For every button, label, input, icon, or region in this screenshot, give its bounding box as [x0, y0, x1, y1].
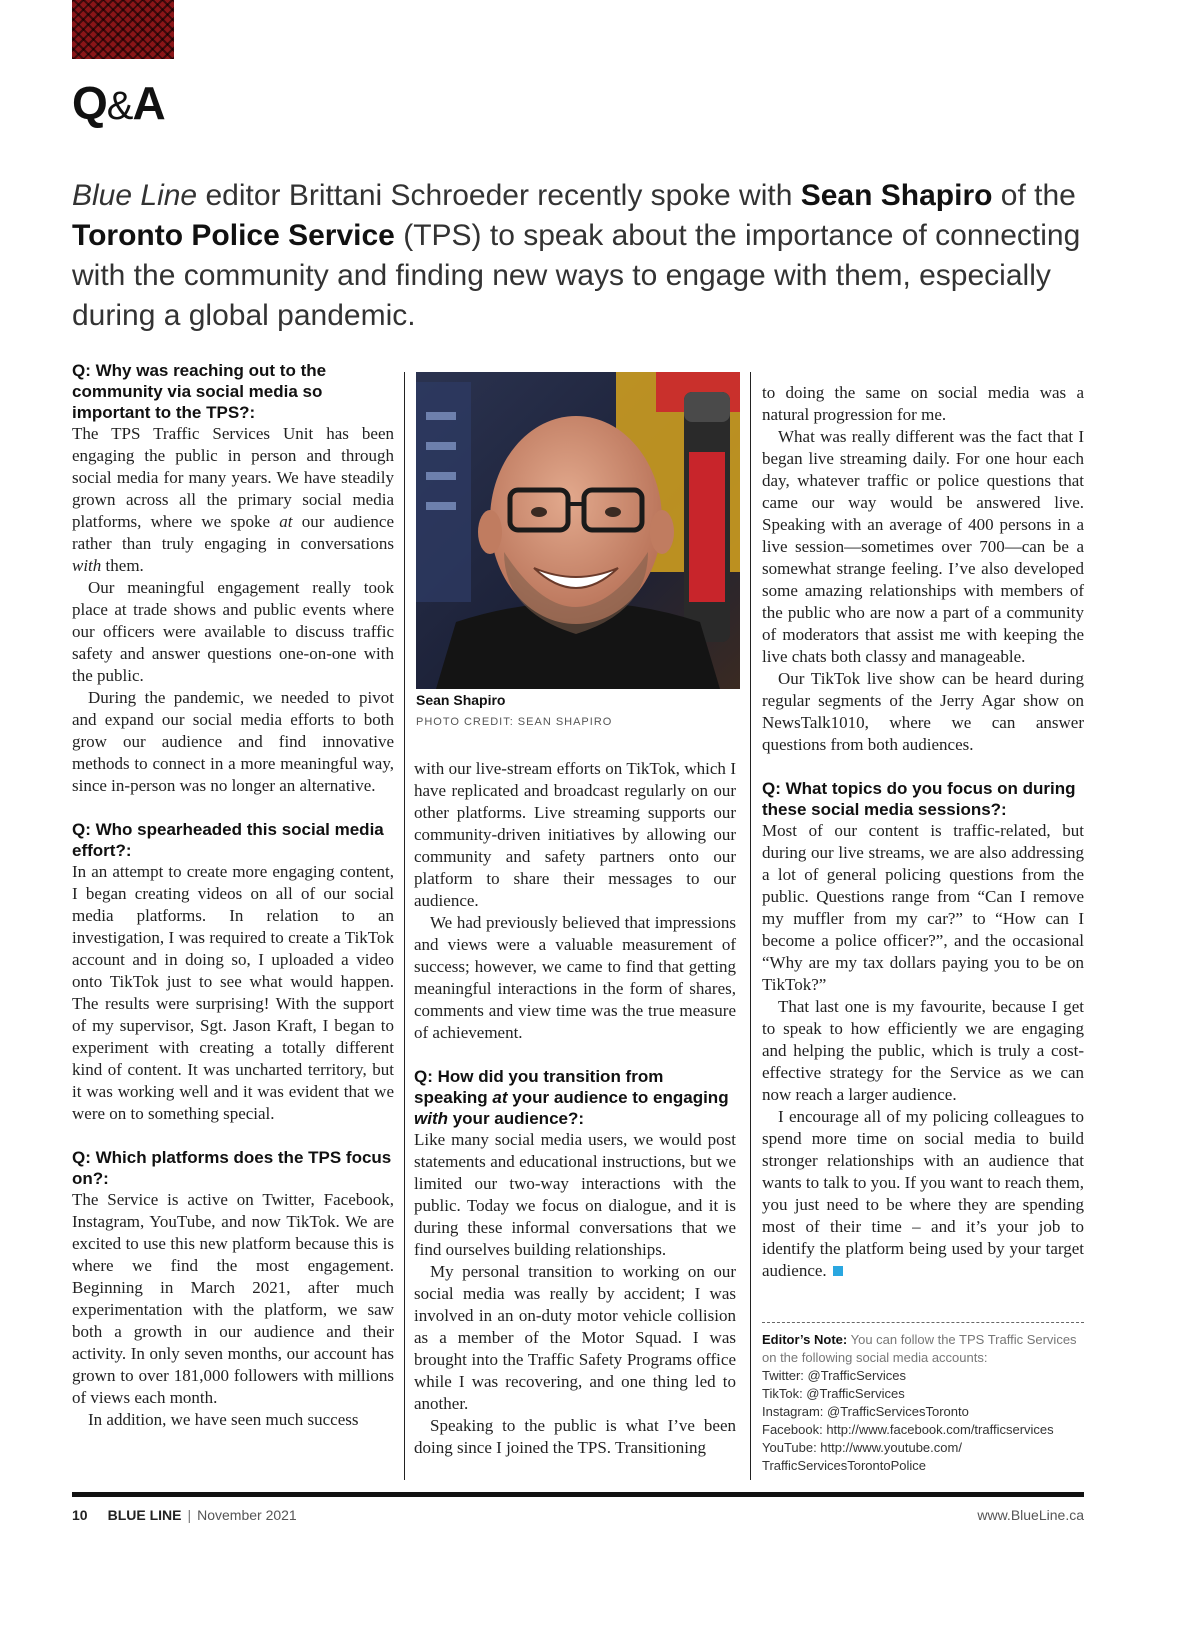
answer-paragraph: with our live-stream efforts on TikTok, which I have replicated and broadcast regularly on our other platforms. Live streaming supports our community-driven initiatives by allowing our community and safety partners onto our platform to share their messages to our audience. [414, 759, 736, 910]
answer-paragraph: In an attempt to create more engaging content, I began creating videos on all of our social media platforms. In relation to an investigation, I was required to create a TikTok account and in doing so, I uploaded a video onto TikTok just to see what would happen. The results were surprising! With the support of my supervisor, Sgt. Jason Kraft, I began to experiment with creating a totally different kind of content. It was uncharted territory, but it was working well and it was evident that we were on to something special. [72, 862, 394, 1123]
footer-website-link[interactable]: www.BlueLine.ca [977, 1507, 1084, 1523]
question-heading: Q: Why was reaching out to the community via social media so important to the TPS?: [72, 361, 327, 422]
photo-caption-name: Sean Shapiro [416, 692, 506, 708]
instagram-handle: Instagram: @TrafficServicesToronto [762, 1404, 969, 1419]
article-column-1 [72, 360, 394, 1431]
answer-paragraph: Most of our content is traffic-related, but during our live streams, we are also addressing a lot of general policing questions from the public. Questions range from “Can I remove my muffler from my car?” to “How can I become a police officer?”, and the occasional “Why are my tax dollars paying you to be on TikTok?” [762, 821, 1084, 994]
header-pattern-block [72, 0, 174, 59]
question-heading: Q: Which platforms does the TPS focus on?: [72, 1148, 392, 1188]
answer-paragraph: In addition, we have seen much success [88, 1410, 359, 1429]
question-heading: Q: How did you transition from speaking at your audience to engaging with your audience?: [414, 1067, 729, 1128]
photo-credit: PHOTO CREDIT: SEAN SHAPIRO [416, 716, 613, 728]
article-column-3 [762, 382, 1084, 1282]
answer-paragraph: Our TikTok live show can be heard during regular segments of the Jerry Agar show on NewsTalk1010, where we can answer questions from both audiences. [762, 669, 1084, 754]
footer-rule [72, 1492, 1084, 1497]
answer-paragraph: Speaking to the public is what I’ve been doing since I joined the TPS. Transitioning [414, 1416, 736, 1457]
column-divider [404, 372, 405, 1480]
answer-paragraph: That last one is my favourite, because I get to speak to how efficiently we are engaging and helping the public, which is truly a cost-effective strategy for the Service as we can now reach a larger audience. [762, 997, 1084, 1104]
answer-paragraph: The Service is active on Twitter, Facebook, Instagram, YouTube, and now TikTok. We are excited to use this new platform because this is where we find the most engagement. Beginning in March 2021, after much experimentation with the platform, we saw both a growth in our audience and their activity. In only seven months, our account has grown to over 181,000 followers with millions of views each month. [72, 1190, 394, 1407]
youtube-link[interactable]: YouTube: http://www.youtube.com/ TrafficServicesTorontoPolice [762, 1440, 962, 1473]
footer-folio: 10 BLUE LINE | November 2021 [72, 1507, 297, 1523]
portrait-photo [416, 372, 740, 689]
answer-paragraph: My personal transition to working on our social media was really by accident; I was involved in an on-duty motor vehicle collision as a member of the Motor Squad. I was brought into the Traffic Safety Programs office while I was recovering, and one thing led to another. [414, 1262, 736, 1413]
answer-paragraph: During the pandemic, we needed to pivot and expand our social media efforts to both grow our audience and find innovative methods to connect in a more meaningful way, since in-person was no longer an alternative. [72, 688, 394, 795]
answer-paragraph: I encourage all of my policing colleagues to spend more time on social media to build stronger relationships with an audience that wants to talk to you. If you want to reach them, you just need to be where they are spending most of their time – and it’s your job to identify the platform being used by your target audience. [762, 1107, 1084, 1280]
intro-publication: Blue Line [72, 179, 198, 212]
issue-date: November 2021 [197, 1507, 297, 1523]
editors-note-box: Editor’s Note: You can follow the TPS Traffic Services on the following social media accounts: Twitter: @TrafficServices TikTok: @TrafficServices Instagram: @TrafficServicesToronto Facebook: http://www.facebook.com/trafficservices YouTube: http://www.youtube.com/ TrafficServicesTorontoPolice [762, 1322, 1084, 1475]
intro-org: Toronto Police Service [72, 219, 395, 252]
tiktok-handle: TikTok: @TrafficServices [762, 1386, 905, 1401]
page-number: 10 [72, 1507, 88, 1523]
magazine-name: BLUE LINE [107, 1507, 182, 1523]
facebook-link[interactable]: Facebook: http://www.facebook.com/trafficservices [762, 1422, 1054, 1437]
portrait-illustration [416, 372, 740, 689]
answer-paragraph: We had previously believed that impressions and views were a valuable measurement of success; however, we came to find that getting meaningful interactions in the form of shares, comments and view time was the true measure of achievement. [414, 913, 736, 1042]
section-title: Q&A [72, 77, 165, 129]
answer-paragraph: The TPS Traffic Services Unit has been engaging the public in person and through social media for many years. We have steadily grown across all the primary social media platforms, where we spoke at our audience rather than truly engaging in conversations with them. [72, 424, 394, 575]
answer-paragraph: to doing the same on social media was a natural progression for me. [762, 383, 1084, 424]
column-divider [750, 372, 751, 1480]
intro-person: Sean Shapiro [800, 179, 993, 212]
editors-note-label: Editor’s Note: [762, 1332, 848, 1347]
twitter-handle: Twitter: @TrafficServices [762, 1368, 906, 1383]
question-heading: Q: What topics do you focus on during these social media sessions?: [762, 779, 1076, 819]
intro-paragraph: Blue Line editor Brittani Schroeder recently spoke with Sean Shapiro of the Toronto Police Service (TPS) to speak about the importance of connecting with the community and finding new ways to engage with them, especially during a global pandemic. [72, 179, 1081, 332]
answer-paragraph: Our meaningful engagement really took place at trade shows and public events where our officers were available to discuss traffic safety and answer questions one-on-one with the public. [72, 578, 394, 685]
end-of-article-icon [833, 1266, 843, 1276]
answer-paragraph: What was really different was the fact that I began live streaming daily. For one hour each day, whatever traffic or police questions that came our way would be answered live. Speaking with an average of 400 persons in a live session—sometimes over 700—can be a somewhat strange feeling. I’ve also developed some amazing relationships with members of the public who are now a part of a community of moderators that assist me with keeping the live chats both classy and manageable. [762, 427, 1084, 666]
article-column-2 [414, 758, 736, 1459]
answer-paragraph: Like many social media users, we would post statements and educational instructions, but we limited our two-way interactions with the public. Today we focus on dialogue, and it is during these informal conversations that we find ourselves building relationships. [414, 1130, 736, 1259]
question-heading: Q: Who spearheaded this social media effort?: [72, 820, 384, 860]
